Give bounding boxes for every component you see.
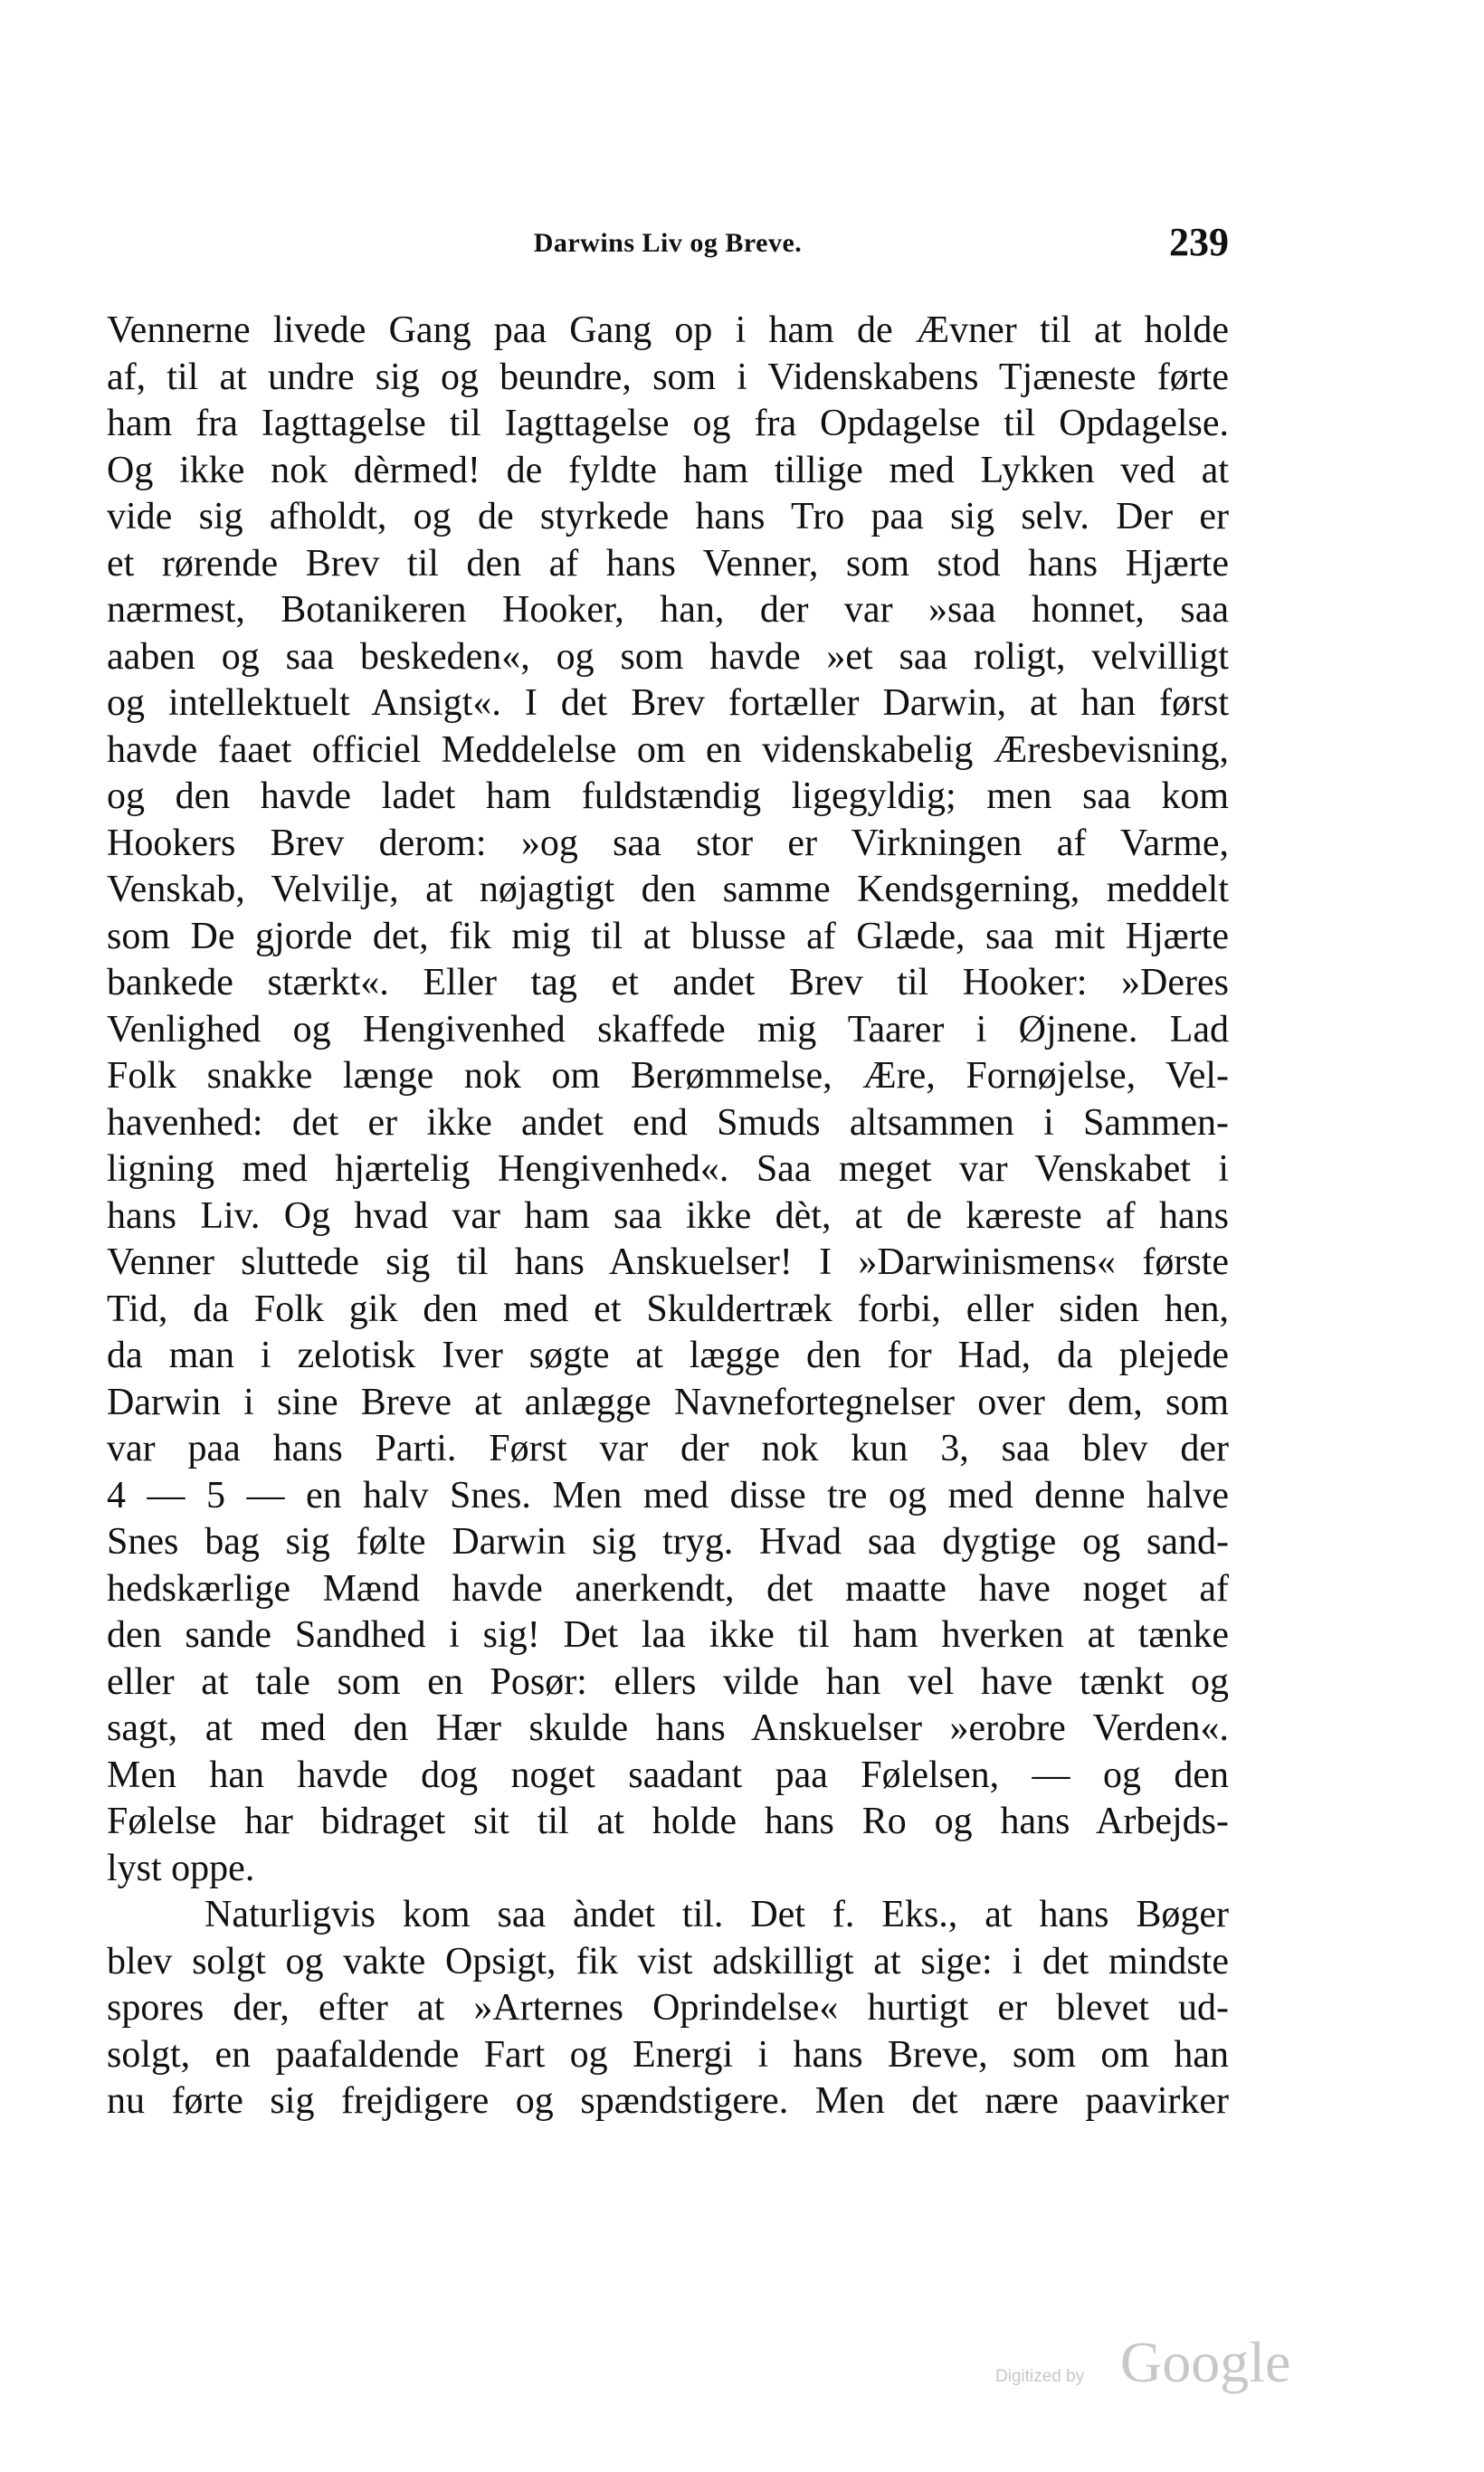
text-line: Venner sluttede sig til hans Anskuelser! I »Darwinismens« første [107, 1241, 1229, 1283]
text-line: vide sig afholdt, og de styrkede hans Tro paa sig selv. Der er [107, 496, 1229, 537]
text-line: spores der, efter at »Arternes Oprindelse« hurtigt er blevet ud- [107, 1987, 1229, 2029]
text-line: nærmest, Botanikeren Hooker, han, der var »saa honnet, saa [107, 589, 1229, 631]
text-line: blev solgt og vakte Opsigt, fik vist adskilligt at sige: i det mindste [107, 1940, 1229, 1982]
text-line: Venlighed og Hengivenhed skaffede mig Taarer i Øjnene. Lad [107, 1008, 1229, 1051]
text-line: ham fra Iagttagelse til Iagttagelse og fra Opdagelse til Opdagelse. [107, 403, 1229, 444]
text-line: Venskab, Velvilje, at nøjagtigt den samme Kendsgerning, meddelt [107, 869, 1229, 910]
text-line: var paa hans Parti. Først var der nok kun 3, saa blev der [107, 1428, 1229, 1469]
text-line: Og ikke nok dèrmed! de fyldte ham tillige med Lykken ved at [107, 449, 1229, 491]
text-line: Tid, da Folk gik den med et Skuldertræk forbi, eller siden hen, [107, 1288, 1229, 1330]
text-line: da man i zelotisk Iver søgte at lægge den for Had, da plejede [107, 1335, 1229, 1376]
text-line: bankede stærkt«. Eller tag et andet Brev til Hooker: »Deres [107, 962, 1229, 1003]
text-line: havde faaet officiel Meddelelse om en videnskabelig Æresbevisning, [107, 728, 1229, 771]
text-line: sagt, at med den Hær skulde hans Anskuelser »erobre Verden«. [107, 1707, 1229, 1749]
text-line: Følelse har bidraget sit til at holde hans Ro og hans Arbejds- [107, 1801, 1229, 1842]
running-head [107, 220, 1229, 270]
text-line: et rørende Brev til den af hans Venner, som stod hans Hjærte [107, 542, 1229, 585]
digitization-watermark [995, 2330, 1339, 2396]
text-line: Folk snakke længe nok om Berømmelse, Ære, Fornøjelse, Vel- [107, 1055, 1229, 1097]
text-line: som De gjorde det, fik mig til at blusse af Glæde, saa mit Hjærte [107, 915, 1229, 957]
text-line: 4 — 5 — en halv Snes. Men med disse tre og med denne halve [107, 1474, 1229, 1516]
text-line: og intellektuelt Ansigt«. I det Brev fortæller Darwin, at han først [107, 682, 1229, 724]
running-title: Darwins Liv og Breve. [533, 228, 803, 258]
text-line: Hookers Brev derom: »og saa stor er Virkningen af Varme, [107, 822, 1229, 864]
text-line: hedskærlige Mænd havde anerkendt, det maatte have noget af [107, 1567, 1229, 1610]
text-line: af, til at undre sig og beundre, som i Videnskabens Tjæneste førte [107, 356, 1229, 398]
text-line: Snes bag sig følte Darwin sig tryg. Hvad saa dygtige og sand- [107, 1521, 1229, 1563]
text-line: havenhed: det er ikke andet end Smuds altsammen i Sammen- [107, 1101, 1229, 1144]
watermark-prefix: Digitized by [995, 2367, 1085, 2386]
text-line: hans Liv. Og hvad var ham saa ikke dèt, at de kæreste af hans [107, 1194, 1229, 1237]
text-line: eller at tale som en Posør: ellers vilde han vel have tænkt og [107, 1660, 1229, 1703]
text-line: den sande Sandhed i sig! Det laa ikke til ham hverken at tænke [107, 1614, 1229, 1656]
text-line: Men han havde dog noget saadant paa Følelsen, — og den [107, 1754, 1229, 1796]
text-line: Naturligvis kom saa àndet til. Det f. Eks., at hans Bøger [205, 1894, 1229, 1935]
text-line: Darwin i sine Breve at anlægge Navnefortegnelser over dem, som [107, 1381, 1229, 1423]
text-line: lyst oppe. [107, 1847, 255, 1889]
body-text [107, 308, 1229, 2125]
text-line: solgt, en paafaldende Fart og Energi i hans Breve, som om han [107, 2033, 1229, 2076]
page-number: 239 [1169, 220, 1229, 264]
text-line: ligning med hjærtelig Hengivenhed«. Saa meget var Venskabet i [107, 1148, 1229, 1190]
watermark-brand-logo: Google [1120, 2330, 1291, 2394]
text-line: nu førte sig frejdigere og spændstigere. Men det nære paavirker [107, 2080, 1229, 2122]
text-line: og den havde ladet ham fuldstændig ligegyldig; men saa kom [107, 775, 1229, 817]
text-line: Vennerne livede Gang paa Gang op i ham de Ævner til at holde [107, 309, 1229, 351]
text-line: aaben og saa beskeden«, og som havde »et saa roligt, velvilligt [107, 635, 1229, 678]
